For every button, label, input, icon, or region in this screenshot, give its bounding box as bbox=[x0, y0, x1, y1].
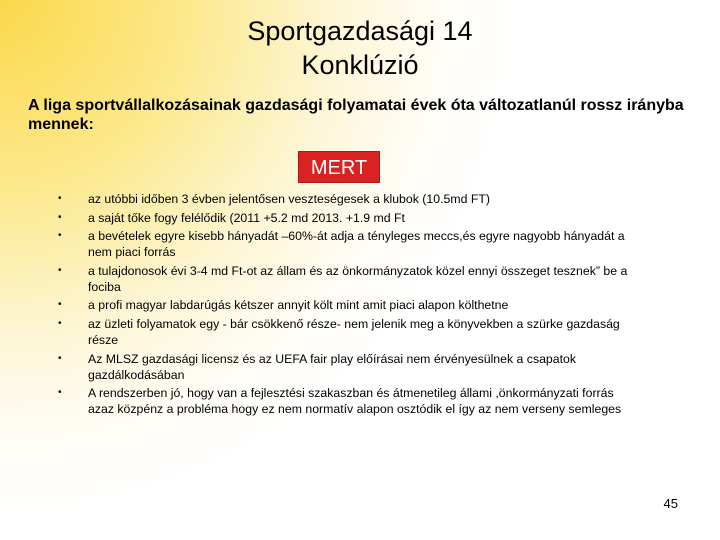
bullet-dot-icon: • bbox=[58, 387, 62, 399]
bullet-text: az utóbbi időben 3 évben jelentősen veszteségesek a klubok (10.5md FT) bbox=[88, 192, 490, 206]
slide-title-line-1: Sportgazdasági 14 bbox=[247, 16, 473, 46]
bullet-text: A rendszerben jó, hogy van a fejlesztési szakaszban és átmenetileg állami ,önkormányzati forrás azaz közpénz a probléma hogy ez nem normatív alapon osztódik el így az nem verseny semleges bbox=[88, 386, 622, 417]
bullet-text: a bevételek egyre kisebb hányadát –60%-át adja a tényleges meccs,és egyre nagyobb hányadát a nem piaci forrás bbox=[88, 229, 625, 260]
bullet-dot-icon: • bbox=[58, 299, 62, 311]
bullet-dot-icon: • bbox=[58, 193, 62, 204]
bullet-item bbox=[58, 316, 628, 348]
bullet-dot-icon: • bbox=[58, 211, 62, 223]
bullet-text: a tulajdonosok évi 3-4 md Ft-ot az állam és az önkormányzatok közel ennyi összeget tesznek” be a fociba bbox=[88, 263, 628, 294]
mert-label-box: MERT bbox=[298, 151, 380, 183]
bullet-item bbox=[58, 351, 628, 383]
bullet-item bbox=[58, 263, 628, 295]
slide-title bbox=[0, 14, 720, 82]
bullet-dot-icon: • bbox=[58, 230, 62, 242]
page-number: 45 bbox=[663, 496, 678, 511]
bullet-item bbox=[58, 191, 628, 207]
bullet-item bbox=[58, 297, 628, 313]
bullet-text: a profi magyar labdarúgás kétszer annyit költ mint amit piaci alapon költhetne bbox=[88, 298, 509, 313]
bullet-text: a saját tőke fogy felélődik (2011 +5.2 md 2013. +1.9 md Ft bbox=[88, 210, 405, 225]
bullet-dot-icon: • bbox=[58, 352, 62, 364]
slide-title-line-2: Konklúzió bbox=[301, 50, 419, 80]
bullet-dot-icon: • bbox=[58, 264, 62, 276]
bullet-text: Az MLSZ gazdasági licensz és az UEFA fair play előírásai nem érvényesülnek a csapatok gazdálkodásában bbox=[88, 351, 577, 382]
bullet-list bbox=[58, 191, 628, 420]
bullet-text: az üzleti folyamatok egy - bár csökkenő része- nem jelenik meg a könyvekben a szürke gazdaság része bbox=[88, 316, 620, 347]
bullet-item bbox=[58, 385, 628, 417]
intro-text: A liga sportvállalkozásainak gazdasági folyamatai évek óta változatlanúl rossz irányba mennek: bbox=[28, 97, 684, 133]
bullet-item bbox=[58, 210, 628, 226]
bullet-item bbox=[58, 228, 628, 260]
bullet-dot-icon: • bbox=[58, 317, 62, 329]
